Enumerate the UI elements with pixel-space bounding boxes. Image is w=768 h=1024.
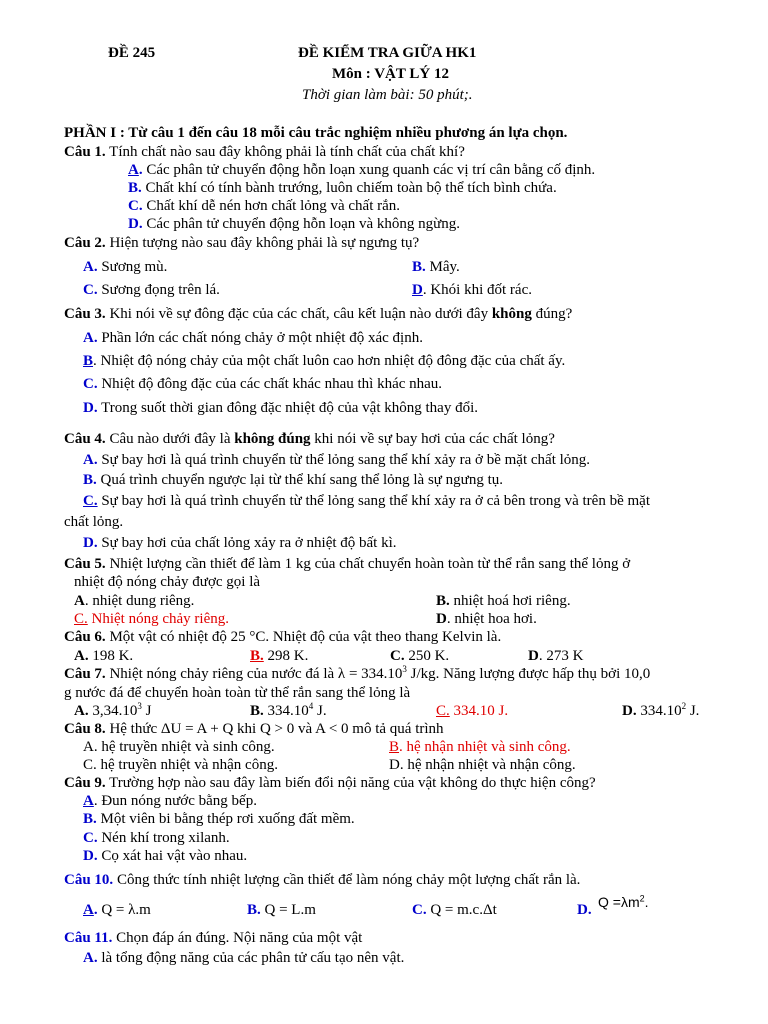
q5-option-d bbox=[436, 610, 537, 628]
option-label: B. bbox=[83, 811, 97, 827]
question-10 bbox=[64, 871, 580, 889]
option-text: 334.10 J. bbox=[449, 703, 509, 719]
option-label: B. bbox=[247, 902, 261, 918]
option-text: Trong suốt thời gian đông đặc nhiệt độ của vật không thay đổi. bbox=[97, 400, 478, 416]
option-label: A. bbox=[83, 330, 98, 346]
q2-option-c bbox=[83, 281, 220, 299]
option-text: 3,34.10 bbox=[88, 703, 138, 719]
option-label: A bbox=[83, 793, 94, 809]
q5-option-c bbox=[74, 610, 229, 628]
option-text: Nhiệt nóng chảy riêng. bbox=[87, 611, 229, 627]
q9-option-a bbox=[83, 792, 257, 810]
question-number: Câu 3. bbox=[64, 306, 106, 322]
option-label: D. bbox=[83, 535, 98, 551]
option-text: 298 K. bbox=[263, 648, 309, 664]
option-label: A. bbox=[83, 950, 98, 966]
option-text: Các phân tử chuyển động hỗn loạn xung quanh các vị trí cân bằng cố định. bbox=[146, 162, 596, 178]
q10-option-d bbox=[577, 901, 592, 919]
option-label: C. bbox=[128, 198, 143, 214]
option-label: C. bbox=[74, 611, 88, 627]
q9-option-c bbox=[83, 829, 230, 847]
option-text: nhiệt hoá hơi riêng. bbox=[449, 593, 571, 609]
q5-option-a bbox=[74, 592, 194, 610]
option-text: . Khói khi đốt rác. bbox=[422, 282, 532, 298]
q6-option-b bbox=[250, 647, 308, 665]
exam-code: ĐỀ 245 bbox=[108, 45, 156, 61]
option-text: Nhiệt độ đông đặc của các chất khác nhau thì khác nhau. bbox=[97, 376, 443, 392]
q8-option-b bbox=[389, 738, 571, 756]
option-label: B. bbox=[128, 180, 142, 196]
exponent: 3 bbox=[402, 664, 407, 674]
option-text: Một viên bi bằng thép rơi xuống đất mềm. bbox=[96, 811, 355, 827]
option-text: . Đun nóng nước bằng bếp. bbox=[93, 793, 257, 809]
question-text: Hệ thức ΔU = A + Q khi Q > 0 và A < 0 mô tả quá trình bbox=[105, 721, 444, 737]
q2-option-d bbox=[412, 281, 532, 299]
q4-option-d bbox=[83, 534, 397, 552]
option-label: C. bbox=[83, 376, 98, 392]
q4-option-c-continued: chất lỏng. bbox=[64, 514, 124, 530]
option-text: Sự bay hơi là quá trình chuyển từ thể lỏng sang thể khí xảy ra ở cả bên trong và trên bề mặt bbox=[97, 493, 650, 509]
question-1 bbox=[64, 143, 465, 161]
option-text: Chất khí dễ nén hơn chất lỏng và chất rắn. bbox=[146, 198, 401, 214]
exam-title: ĐỀ KIỂM TRA GIỮA HK1 bbox=[298, 45, 477, 61]
question-emphasis: không bbox=[491, 306, 532, 322]
option-text: Q = L.m bbox=[260, 902, 316, 918]
question-text-end: đúng? bbox=[531, 306, 573, 322]
question-text: Khi nói về sự đông đặc của các chất, câu kết luận nào dưới đây bbox=[105, 306, 492, 322]
question-2 bbox=[64, 234, 419, 252]
exponent: 2 bbox=[639, 893, 645, 904]
q9-option-d bbox=[83, 847, 247, 865]
q1-option-d bbox=[128, 215, 460, 233]
question-text: Tính chất nào sau đây không phải là tính chất của chất khí? bbox=[105, 144, 465, 160]
q6-option-a bbox=[74, 647, 133, 665]
q8-option-d: D. hệ nhận nhiệt và nhận công. bbox=[389, 757, 576, 773]
option-text: Mây. bbox=[425, 259, 460, 275]
question-number: Câu 7. bbox=[64, 666, 106, 682]
option-label: D. bbox=[128, 216, 143, 232]
question-number: Câu 4. bbox=[64, 431, 106, 447]
question-7 bbox=[64, 665, 650, 683]
q5-option-b bbox=[436, 592, 571, 610]
option-label: C. bbox=[436, 703, 450, 719]
question-8 bbox=[64, 720, 444, 738]
question-number: Câu 6. bbox=[64, 629, 106, 645]
option-text: Chất khí có tính bành trướng, luôn chiếm toàn bộ thể tích bình chứa. bbox=[145, 180, 557, 196]
option-text: Sương đọng trên lá. bbox=[97, 282, 220, 298]
q7-option-d bbox=[622, 702, 699, 720]
option-label: A bbox=[74, 593, 85, 609]
option-unit: J. bbox=[686, 703, 700, 719]
question-text: Nhiệt nóng chảy riêng của nước đá là λ = 334.10 bbox=[105, 666, 403, 682]
option-label: C. bbox=[412, 902, 427, 918]
q2-option-a bbox=[83, 258, 167, 276]
q7-option-a bbox=[74, 702, 151, 720]
question-text: Chọn đáp án đúng. Nội năng của một vật bbox=[112, 930, 363, 946]
option-text: Q = λ.m bbox=[97, 902, 151, 918]
q1-option-a: A. Các phân tử chuyển động hỗn loạn xung quanh các vị trí cân bằng cố định. bbox=[128, 162, 596, 178]
option-label: C. bbox=[83, 830, 98, 846]
q8-option-c: C. hệ truyền nhiệt và nhận công. bbox=[83, 757, 278, 773]
question-6 bbox=[64, 628, 501, 646]
option-label: D bbox=[436, 611, 447, 627]
q10-option-d-formula bbox=[598, 893, 649, 911]
q4-option-a bbox=[83, 451, 590, 469]
question-text-end: J/kg. Năng lượng được hấp thụ bởi 10,0 bbox=[406, 666, 651, 682]
q10-option-b bbox=[247, 901, 316, 919]
option-label: B. bbox=[83, 472, 97, 488]
option-text: Sự bay hơi của chất lỏng xảy ra ở nhiệt độ bất kì. bbox=[97, 535, 397, 551]
question-text: Một vật có nhiệt độ 25 °C. Nhiệt độ của vật theo thang Kelvin là. bbox=[105, 629, 502, 645]
option-text: Q = m.c.Δt bbox=[426, 902, 497, 918]
option-text: 334.10 bbox=[636, 703, 682, 719]
option-label: C. bbox=[83, 282, 98, 298]
question-emphasis: không đúng bbox=[234, 431, 311, 447]
question-4 bbox=[64, 430, 555, 448]
q2-option-b bbox=[412, 258, 460, 276]
formula-text: Q =λm bbox=[598, 894, 640, 910]
question-text: Trường hợp nào sau đây làm biến đổi nội năng của vật không do thực hiện công? bbox=[105, 775, 596, 791]
option-label: B. bbox=[412, 259, 426, 275]
option-label: A. bbox=[83, 259, 98, 275]
question-text-end: khi nói về sự bay hơi của các chất lỏng? bbox=[310, 431, 555, 447]
q3-option-a bbox=[83, 329, 423, 347]
exam-time: Thời gian làm bài: 50 phút;. bbox=[302, 87, 473, 103]
question-9 bbox=[64, 774, 596, 792]
q10-option-a: A. Q = λ.m bbox=[83, 902, 151, 918]
question-text: Nhiệt lượng cần thiết để làm 1 kg của chất chuyển hoàn toàn từ thể rắn sang thể lỏng ở bbox=[105, 556, 631, 572]
question-5 bbox=[64, 555, 630, 573]
exam-subject: Môn : VẬT LÝ 12 bbox=[332, 66, 449, 82]
option-label: B. bbox=[436, 593, 450, 609]
option-label: D. bbox=[622, 703, 637, 719]
question-number: Câu 5. bbox=[64, 556, 106, 572]
option-text: Cọ xát hai vật vào nhau. bbox=[97, 848, 248, 864]
option-label: A. bbox=[83, 452, 98, 468]
option-label: A bbox=[83, 902, 94, 918]
question-3 bbox=[64, 305, 572, 323]
exponent: 3 bbox=[137, 701, 142, 711]
q8-option-a: A. hệ truyền nhiệt và sinh công. bbox=[83, 739, 275, 755]
option-label: B. bbox=[250, 703, 264, 719]
exponent: 4 bbox=[308, 701, 314, 711]
option-label: D bbox=[412, 282, 423, 298]
q1-option-c bbox=[128, 197, 400, 215]
q3-option-d bbox=[83, 399, 478, 417]
q6-option-d bbox=[528, 647, 583, 665]
option-label: D. bbox=[83, 400, 98, 416]
option-label: A. bbox=[74, 648, 89, 664]
option-text: Quá trình chuyển ngược lại từ thể khí sang thể lỏng là sự ngưng tụ. bbox=[96, 472, 503, 488]
option-label: C. bbox=[83, 493, 98, 509]
question-number: Câu 2. bbox=[64, 235, 106, 251]
question-number: Câu 1. bbox=[64, 144, 106, 160]
option-unit: J bbox=[141, 703, 152, 719]
question-text: Hiện tượng nào sau đây không phải là sự ngưng tụ? bbox=[105, 235, 420, 251]
option-label: A bbox=[128, 162, 139, 178]
option-text: . hệ nhận nhiệt và sinh công. bbox=[399, 739, 571, 755]
q4-option-b bbox=[83, 471, 503, 489]
option-label: D. bbox=[83, 848, 98, 864]
question-number: Câu 8. bbox=[64, 721, 106, 737]
question-text: Công thức tính nhiệt lượng cần thiết để làm nóng chảy một lượng chất rắn là. bbox=[113, 872, 581, 888]
option-label: A. bbox=[74, 703, 89, 719]
q3-option-c bbox=[83, 375, 442, 393]
q10-option-c bbox=[412, 901, 497, 919]
option-text: 334.10 bbox=[263, 703, 309, 719]
option-text: 250 K. bbox=[404, 648, 450, 664]
q1-option-b bbox=[128, 179, 557, 197]
option-label: D. bbox=[577, 902, 592, 918]
option-text: . nhiệt hoa hơi. bbox=[446, 611, 537, 627]
option-text: là tổng động năng của các phân tử cấu tạo nên vật. bbox=[97, 950, 405, 966]
q7-option-c bbox=[436, 702, 508, 720]
option-label: B. bbox=[250, 648, 264, 664]
question-number: Câu 10. bbox=[64, 872, 114, 888]
question-7-continued: g nước đá để chuyển hoàn toàn từ thể rắn sang thể lỏng là bbox=[64, 685, 411, 701]
option-text: Phần lớn các chất nóng chảy ở một nhiệt độ xác định. bbox=[97, 330, 423, 346]
part-heading: PHẦN I : Từ câu 1 đến câu 18 mỗi câu trắc nghiệm nhiều phương án lựa chọn. bbox=[64, 125, 568, 141]
option-text: 198 K. bbox=[88, 648, 134, 664]
q4-option-c bbox=[83, 492, 650, 510]
formula-end: . bbox=[644, 894, 649, 910]
option-label: B bbox=[389, 739, 400, 755]
option-text: Nén khí trong xilanh. bbox=[97, 830, 230, 846]
q3-option-b bbox=[83, 352, 565, 370]
question-5-continued: nhiệt độ nóng chảy được gọi là bbox=[74, 574, 261, 590]
q7-option-b bbox=[250, 702, 327, 720]
option-text: Các phân tử chuyển động hỗn loạn và không ngừng. bbox=[146, 216, 461, 232]
option-unit: J. bbox=[313, 703, 327, 719]
option-label: C. bbox=[390, 648, 405, 664]
option-text: Sự bay hơi là quá trình chuyển từ thể lỏng sang thể khí xảy ra ở bề mặt chất lỏng. bbox=[97, 452, 591, 468]
exponent: 2 bbox=[681, 701, 687, 711]
option-text: Sương mù. bbox=[97, 259, 168, 275]
question-number: Câu 11. bbox=[64, 930, 113, 946]
q9-option-b bbox=[83, 810, 355, 828]
option-text: . Nhiệt độ nóng chảy của một chất luôn cao hơn nhiệt độ đông đặc của chất ấy. bbox=[93, 353, 566, 369]
question-11 bbox=[64, 929, 362, 947]
option-text: . nhiệt dung riêng. bbox=[84, 593, 195, 609]
option-text: . 273 K bbox=[538, 648, 584, 664]
q11-option-a bbox=[83, 949, 404, 967]
option-label: D bbox=[528, 648, 539, 664]
q6-option-c bbox=[390, 647, 449, 665]
question-number: Câu 9. bbox=[64, 775, 106, 791]
question-text: Câu nào dưới đây là bbox=[105, 431, 235, 447]
option-label: B bbox=[83, 353, 94, 369]
